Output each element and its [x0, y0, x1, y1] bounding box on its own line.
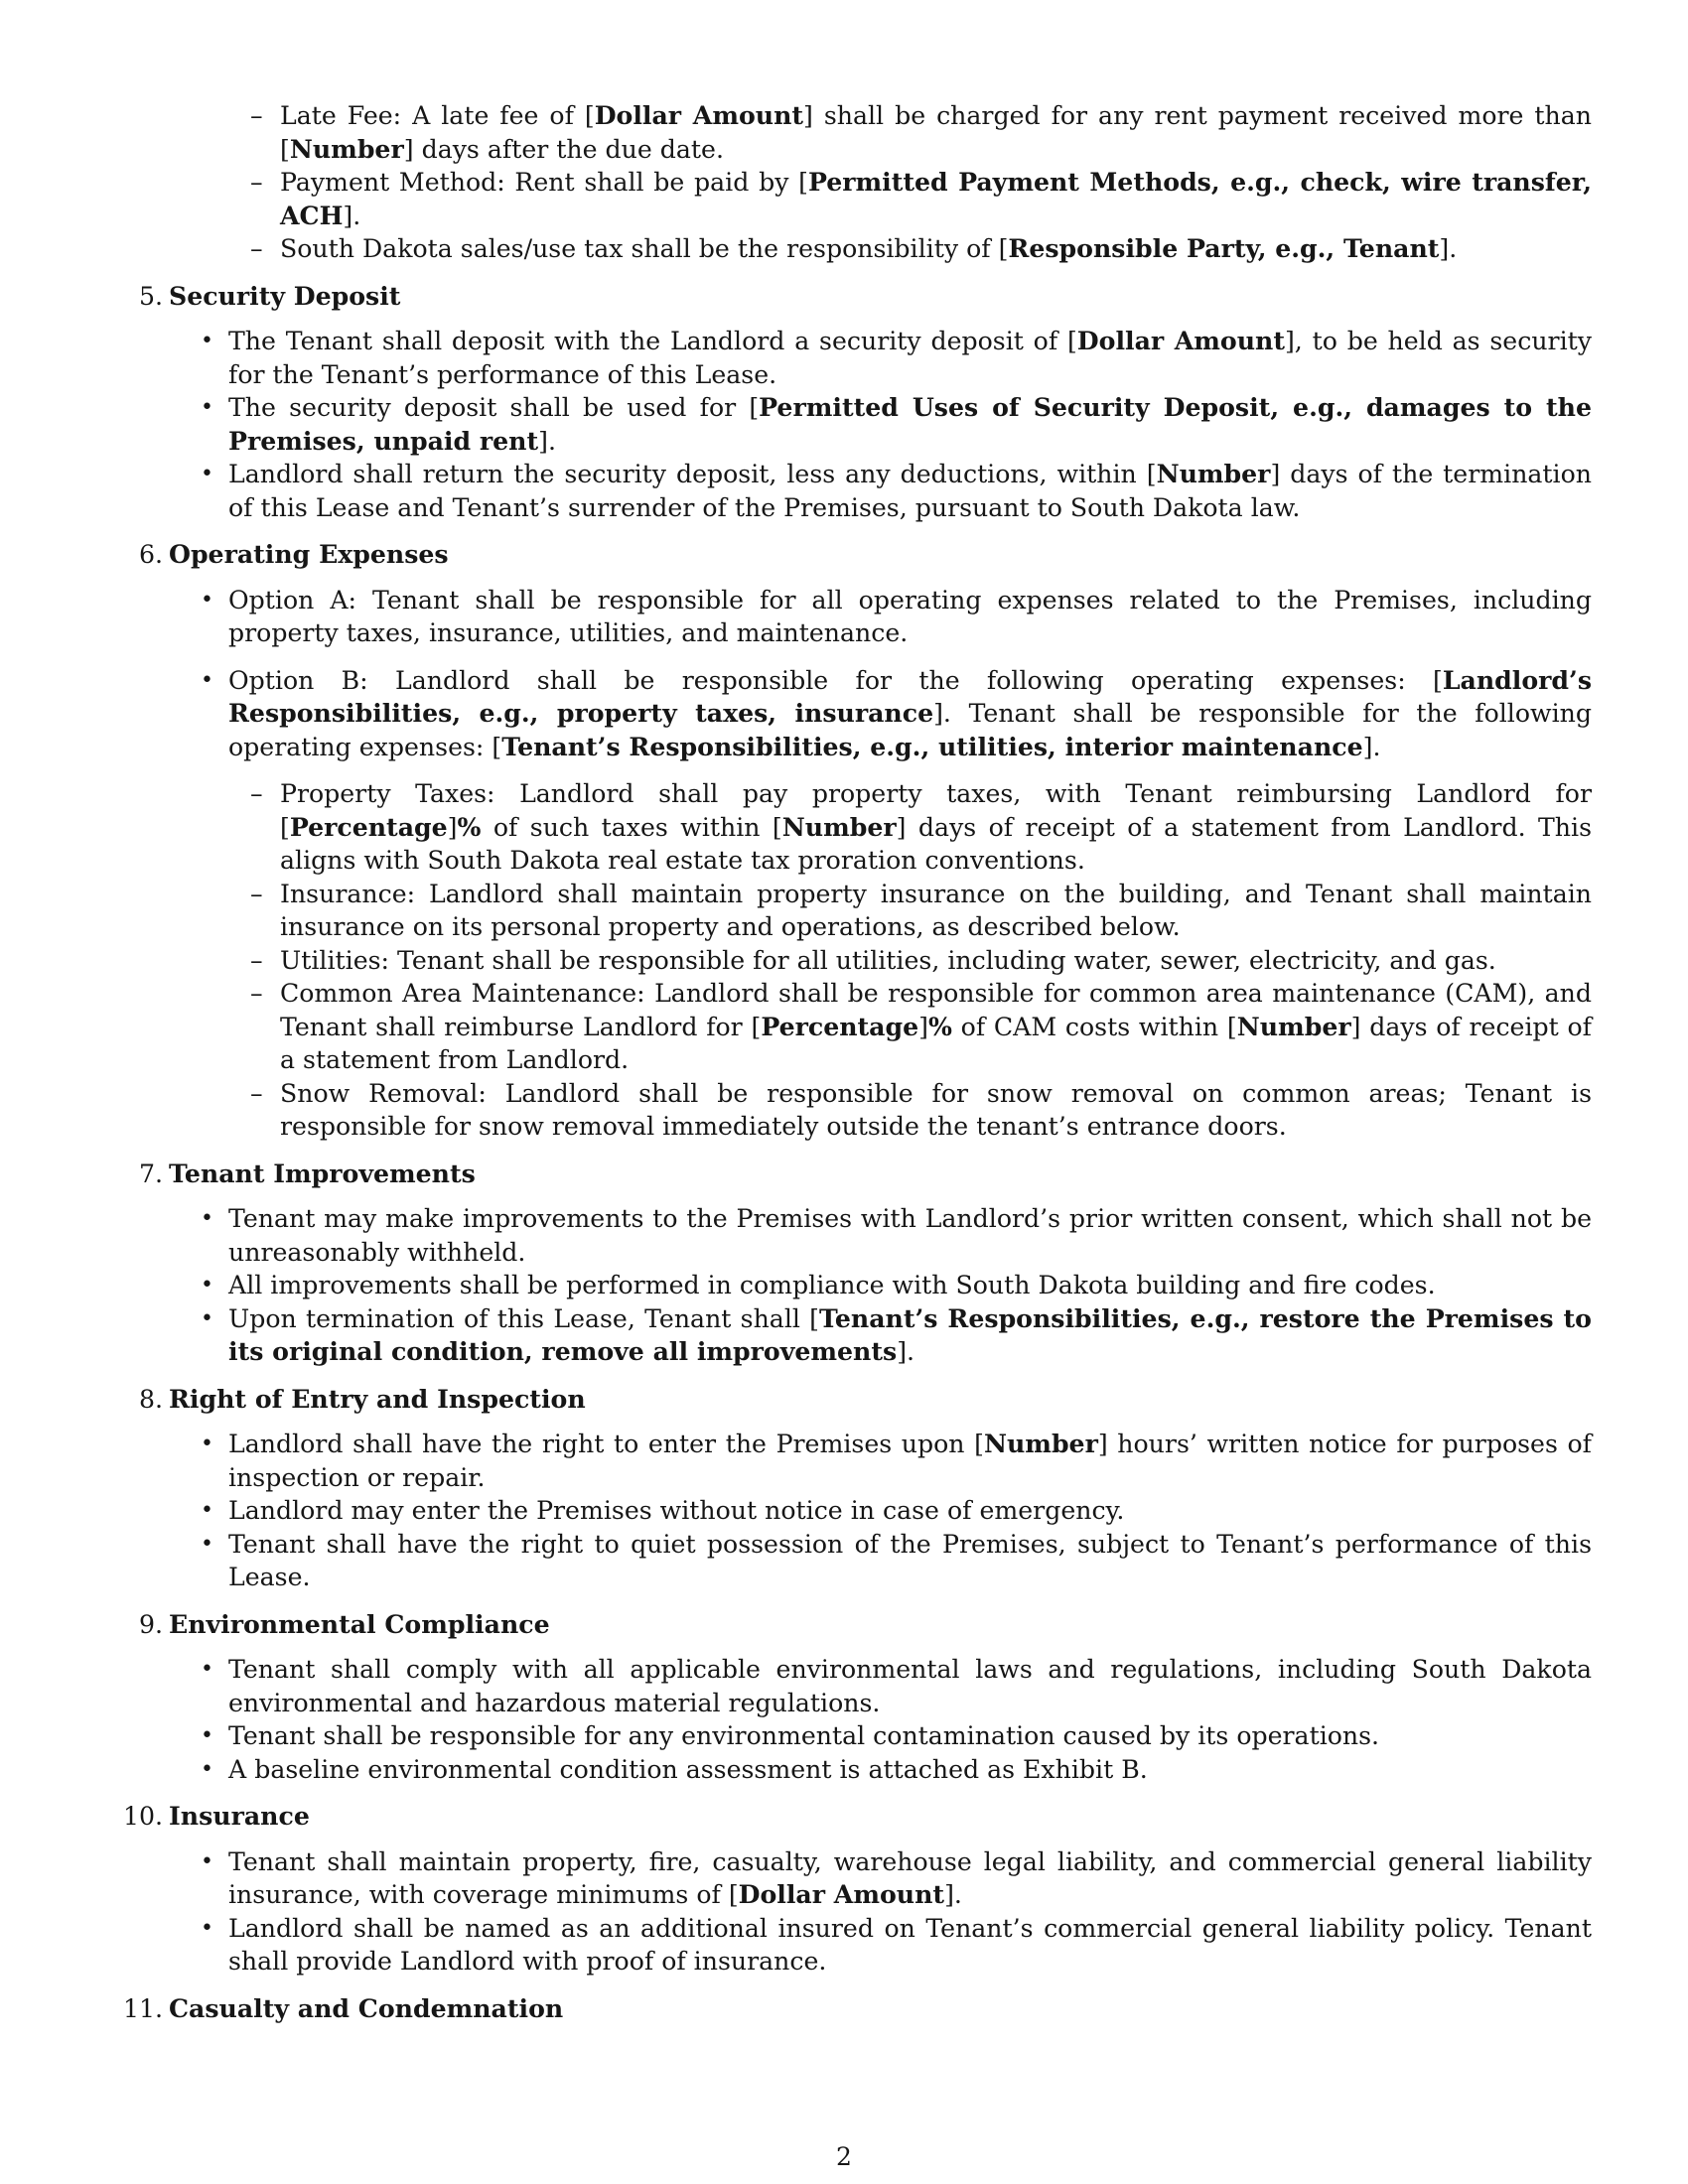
list-item [201, 391, 1592, 458]
section-heading [138, 1383, 1592, 1417]
text-run: Common Area Maintenance: Landlord shall be responsible for common area maintenance (CAM), and Tenant shall reimburse Landlord for [ [280, 979, 1592, 1041]
placeholder-field: Number [1236, 1011, 1351, 1041]
text-run: Landlord shall return the security deposit, less any deductions, within [ [228, 460, 1157, 488]
bullet-marker: • [201, 462, 213, 486]
dash-marker: – [250, 779, 263, 808]
list-item [201, 458, 1592, 524]
list-item [201, 1428, 1592, 1494]
text-run: ] days after the due date. [403, 134, 724, 164]
section-heading [138, 538, 1592, 572]
dash-marker: – [250, 1078, 263, 1108]
placeholder-field: Percentage [289, 811, 448, 842]
text-run: ]. [1439, 234, 1458, 263]
placeholder-field: Permitted Uses of Security Deposit, e.g., damages to the Premises, unpaid rent [228, 392, 1592, 456]
text-run: ] hours’ written notice for purposes of inspection or repair. [228, 1430, 1592, 1492]
bullet-marker: • [201, 1657, 213, 1682]
section-heading [122, 1800, 1592, 1834]
text-run: ]. [944, 1880, 962, 1909]
placeholder-field: Number [1156, 459, 1271, 488]
text-run: Insurance: Landlord shall maintain property insurance on the building, and Tenant shall maintain insurance on its personal property and operations, as described below. [280, 879, 1592, 941]
text-run: Tenant shall maintain property, fire, casualty, warehouse legal liability, and commercial general liability insurance, with coverage minimums of [ [228, 1846, 1592, 1909]
placeholder-field: Dollar Amount [738, 1879, 945, 1909]
text-run: Landlord shall have the right to enter the Premises upon [ [228, 1430, 984, 1458]
list-item [201, 1202, 1592, 1269]
section-title: Security Deposit [169, 280, 401, 311]
placeholder-field: Number [983, 1429, 1098, 1458]
text-run: A baseline environmental condition assessment is attached as Exhibit B. [228, 1754, 1148, 1784]
placeholder-field: Number [289, 133, 404, 164]
dash-marker: – [250, 945, 263, 975]
sub-list-item [250, 944, 1592, 978]
section-number: 10. [122, 1802, 163, 1831]
sub-list-item [250, 1077, 1592, 1144]
text-run: Tenant shall be responsible for any environmental contamination caused by its operations. [228, 1721, 1380, 1750]
section-title: Casualty and Condemnation [169, 1992, 564, 2023]
section-title: Insurance [169, 1801, 310, 1831]
list-item [201, 1302, 1592, 1369]
section-title: Environmental Compliance [169, 1608, 550, 1639]
dash-marker: – [250, 101, 263, 130]
placeholder-field: Permitted Payment Methods, e.g., check, wire transfer, ACH [280, 167, 1592, 230]
section-heading [122, 1992, 1592, 2026]
section-number: 9. [138, 1609, 163, 1639]
text-run: Utilities: Tenant shall be responsible for all utilities, including water, sewer, electricity, and gas. [280, 945, 1496, 975]
section-title: Operating Expenses [169, 539, 449, 569]
text-run: ] shall be charged for any rent payment received more than [ [280, 101, 1592, 164]
section-number: 5. [138, 281, 163, 311]
bullet-marker: • [201, 1305, 213, 1331]
placeholder-field: Number [781, 811, 897, 842]
dash-marker: – [250, 234, 263, 263]
placeholder-field: Landlord’s Responsibilities, e.g., property taxes, insurance [228, 664, 1592, 728]
text-run: Payment Method: Rent shall be paid by [ [280, 168, 808, 197]
document-body [122, 99, 1593, 2037]
list-item [201, 1719, 1592, 1753]
list-item [201, 1653, 1592, 1719]
bullet-marker: • [201, 1756, 213, 1782]
text-run: of CAM costs within [ [951, 1012, 1237, 1041]
section-heading [138, 280, 1592, 314]
section-title: Right of Entry and Inspection [169, 1383, 586, 1414]
text-run: Option A: Tenant shall be responsible for all operating expenses related to the Premises, including property taxes, insurance, utilities, and maintenance. [228, 585, 1592, 647]
list-item [201, 584, 1592, 650]
bullet-marker: • [201, 395, 213, 420]
placeholder-field: Dollar Amount [594, 100, 804, 130]
section-heading [138, 1608, 1592, 1642]
dash-marker: – [250, 168, 263, 197]
section-heading [138, 1158, 1592, 1191]
list-item [201, 1845, 1592, 1912]
sub-list-item [250, 878, 1592, 944]
bullet-marker: • [201, 587, 213, 613]
list-item [201, 1269, 1592, 1302]
text-run: Landlord may enter the Premises without notice in case of emergency. [228, 1496, 1125, 1525]
list-item [201, 325, 1592, 391]
bullet-marker: • [201, 1848, 213, 1874]
sub-list-item [250, 777, 1593, 878]
text-run: of such taxes within [ [481, 812, 782, 842]
text-run: Tenant shall comply with all applicable environmental laws and regulations, including South Dakota environmental and hazardous material regulations. [228, 1655, 1592, 1717]
text-run: South Dakota sales/use tax shall be the responsibility of [ [280, 234, 1009, 263]
list-item [201, 1494, 1592, 1528]
placeholder-field: % [457, 811, 482, 842]
text-run: All improvements shall be performed in compliance with South Dakota building and fire codes. [228, 1271, 1436, 1299]
text-run: Snow Removal: Landlord shall be responsible for snow removal on common areas; Tenant is responsible for snow removal immediately outside the tenant’s entrance doors. [280, 1078, 1592, 1141]
text-run: Property Taxes: Landlord shall pay property taxes, with Tenant reimbursing Landlord for [ [280, 779, 1592, 842]
bullet-marker: • [201, 1723, 213, 1748]
text-run: Tenant may make improvements to the Premises with Landlord’s prior written consent, which shall not be unreasonably withheld. [228, 1204, 1592, 1267]
text-run: ] days of the termination of this Lease and Tenant’s surrender of the Premises, pursuant to South Dakota law. [228, 460, 1592, 522]
bullet-marker: • [201, 1498, 213, 1523]
page-number: 2 [836, 2142, 852, 2171]
bullet-marker: • [201, 1531, 213, 1557]
text-run: The Tenant shall deposit with the Landlord a security deposit of [ [228, 327, 1077, 355]
list-item [201, 1528, 1592, 1594]
text-run: ]. Tenant shall be responsible for the following operating expenses: [ [228, 699, 1592, 761]
sub-list-item [250, 232, 1592, 266]
section-number: 7. [138, 1159, 163, 1188]
list-item [201, 1753, 1592, 1787]
bullet-marker: • [201, 1915, 213, 1941]
text-run: ]. [343, 201, 361, 230]
text-run: ]. [897, 1337, 915, 1366]
text-run: ]. [538, 426, 556, 456]
text-run: Tenant shall have the right to quiet possession of the Premises, subject to Tenant’s performance of this Lease. [228, 1529, 1592, 1591]
placeholder-field: Responsible Party, e.g., Tenant [1008, 233, 1440, 263]
placeholder-field: Dollar Amount [1076, 326, 1285, 355]
dash-marker: – [250, 879, 263, 908]
sub-list-item [250, 99, 1592, 166]
text-run: Upon termination of this Lease, Tenant shall [ [228, 1303, 820, 1333]
bullet-marker: • [201, 1273, 213, 1297]
text-run: Option B: Landlord shall be responsible for the following operating expenses: [ [228, 665, 1443, 695]
placeholder-field: Tenant’s Responsibilities, e.g., restore the Premises to its original condition, remove all improvements [228, 1302, 1592, 1366]
section-title: Tenant Improvements [169, 1158, 476, 1188]
text-run: ], to be held as security for the Tenant’s performance of this Lease. [228, 327, 1592, 389]
section-number: 8. [138, 1384, 163, 1414]
text-run: Late Fee: A late fee of [ [280, 101, 595, 130]
bullet-marker: • [201, 1206, 213, 1231]
bullet-marker: • [201, 1432, 213, 1456]
text-run: ] days of receipt of a statement from Landlord. This aligns with South Dakota real estate tax proration conventions. [280, 812, 1593, 875]
sub-list-item [250, 166, 1592, 232]
text-run: ] days of receipt of a statement from Landlord. [280, 1012, 1592, 1074]
placeholder-field: Tenant’s Responsibilities, e.g., utilities, interior maintenance [501, 731, 1363, 761]
bullet-marker: • [201, 667, 213, 693]
dash-marker: – [250, 979, 263, 1008]
section-number: 6. [138, 540, 163, 569]
text-run: ] [918, 1012, 928, 1041]
placeholder-field: Percentage [761, 1011, 919, 1041]
text-run: ] [447, 812, 458, 842]
text-run: ]. [1362, 732, 1381, 761]
section-number: 11. [122, 1993, 163, 2023]
list-item [201, 664, 1592, 764]
text-run: The security deposit shall be used for [ [228, 393, 760, 422]
placeholder-field: % [927, 1011, 952, 1041]
list-item [201, 1912, 1592, 1979]
sub-list-item [250, 977, 1592, 1077]
text-run: Landlord shall be named as an additional insured on Tenant’s commercial general liability policy. Tenant shall provide Landlord with proof of insurance. [228, 1913, 1592, 1976]
bullet-marker: • [201, 329, 213, 353]
